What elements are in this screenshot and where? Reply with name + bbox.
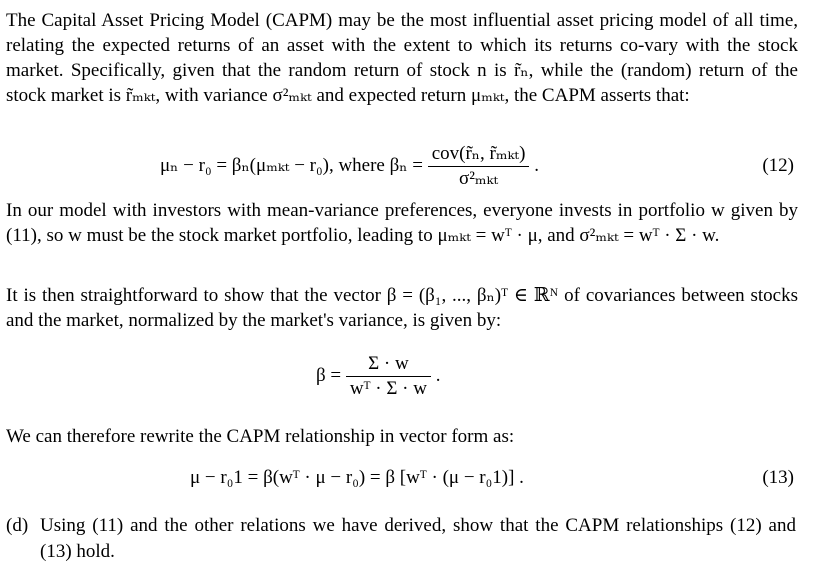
equation-12-lhs: μₙ − r₀ = βₙ(μₘₖₜ − r₀), where βₙ = <box>160 154 423 176</box>
equation-12-fraction <box>428 142 530 191</box>
equation-beta-numerator: Σ · w <box>346 352 431 377</box>
equation-beta-lhs: β = <box>316 364 342 386</box>
equation-beta-denominator: wᵀ · Σ · w <box>349 378 427 399</box>
equation-beta-tail: . <box>435 364 441 386</box>
equation-12-denominator: σ²ₘₖₜ <box>458 168 499 189</box>
question-text: Using (11) and the other relations we have derived, show that the CAPM relationships (12) and (13) hold. <box>40 515 796 562</box>
equation-12 <box>160 142 539 191</box>
paragraph-portfolio: In our model with investors with mean-variance preferences, everyone invests in portfolio w given by (11), so w must be the stock market portfolio, leading to μₘₖₜ = wᵀ · μ, and σ²ₘₖₜ = wᵀ · Σ · w. <box>6 200 798 246</box>
paragraph-capm-intro: The Capital Asset Pricing Model (CAPM) may be the most influential asset pricing model of all time, relating the expected returns of an asset with the extent to which its returns co-vary with the stock market. Specifically, given that the random return of stock n is r̃ₙ, while the (random) return of the stock market is r̃ₘₖₜ, with variance σ²ₘₖₜ and expected return μₘₖₜ, the CAPM asserts that: <box>6 10 798 106</box>
equation-12-numerator: cov(r̃ₙ, r̃ₘₖₜ) <box>428 142 530 167</box>
question-item-d <box>6 513 796 565</box>
question-label: (d) <box>6 515 29 536</box>
equation-beta-fraction <box>346 352 431 401</box>
equation-beta <box>316 352 440 401</box>
equation-13-number: (13) <box>762 467 794 488</box>
equation-13: μ − r₀1 = β(wᵀ · μ − r₀) = β [wᵀ · (μ − r₀1)] . <box>190 467 524 488</box>
paragraph-vector-form: We can therefore rewrite the CAPM relationship in vector form as: <box>6 426 515 447</box>
equation-12-tail: . <box>534 154 539 176</box>
paragraph-beta-vector: It is then straightforward to show that the vector β = (β₁, ..., βₙ)ᵀ ∈ ℝᴺ of covariances between stocks and the market, normalized by the market's variance, is given by: <box>6 285 798 331</box>
equation-12-number: (12) <box>762 155 794 176</box>
